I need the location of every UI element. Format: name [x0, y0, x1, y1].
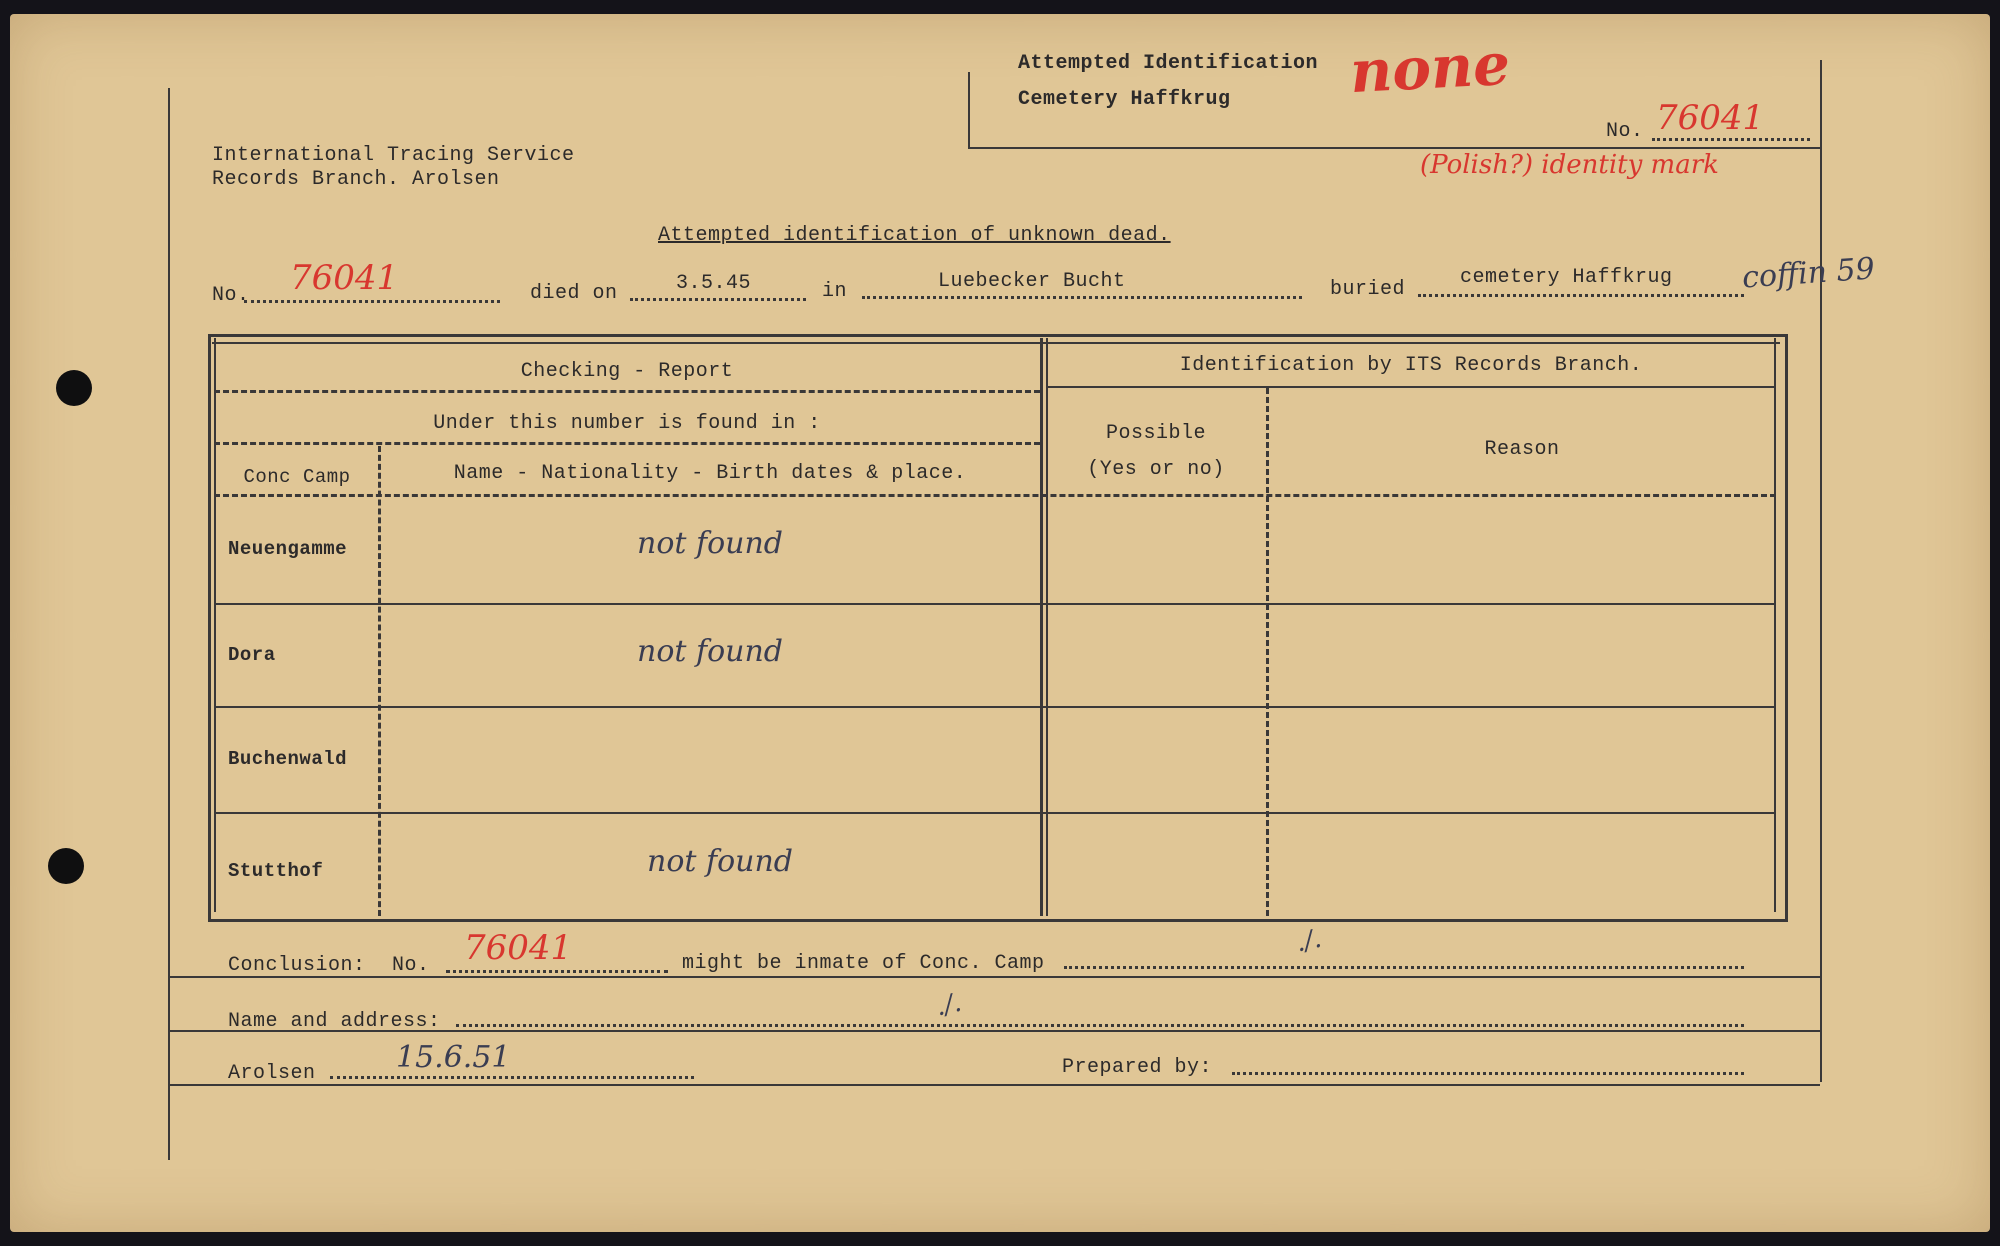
header-box-bottom-line [968, 147, 1820, 149]
table-row-line-3 [214, 603, 1776, 605]
inmate-label: might be inmate of Conc. Camp [682, 952, 1045, 975]
died-on-dots [630, 298, 806, 301]
coffin-note: coffin 59 [1740, 251, 1876, 296]
in-dots [862, 296, 1302, 299]
table-row-line-4 [214, 706, 1776, 708]
table-row-line-5 [214, 812, 1776, 814]
col-name-header: Name - Nationality - Birth dates & place. [453, 462, 967, 485]
header-title-line2: Cemetery Haffkrug [1018, 88, 1231, 111]
row-result-dora: not found [637, 634, 783, 669]
identification-header: Identification by ITS Records Branch. [1179, 354, 1643, 377]
col-reason-header: Reason [1484, 438, 1560, 461]
col-possible-header-2: (Yes or no) [1087, 458, 1225, 481]
identity-mark-note: (Polish?) identity mark [1420, 150, 1719, 180]
card-heading: Attempted identification of unknown dead. [658, 224, 1171, 247]
arolsen-date: 15.6.51 [396, 1040, 511, 1075]
arolsen-dots [330, 1076, 694, 1079]
inmate-value: ./. [1293, 923, 1325, 959]
right-margin-line [1820, 60, 1822, 1082]
col-camp-header: Conc Camp [243, 466, 351, 488]
table-row-line-2 [214, 442, 1040, 445]
record-no-dots [244, 300, 500, 303]
header-no-value: 76041 [1656, 98, 1765, 138]
name-address-value: ./. [933, 987, 965, 1023]
conclusion-label: Conclusion: [228, 954, 366, 977]
table-row-line-1 [214, 390, 1040, 393]
col-possible-header-1: Possible [1105, 422, 1206, 445]
table-header-bottom [214, 494, 1776, 497]
header-no-dots [1652, 138, 1810, 141]
header-title-line1: Attempted Identification [1018, 52, 1319, 75]
footer-line-2 [170, 1030, 1820, 1032]
table-inner-top [212, 342, 1780, 344]
buried-label: buried [1330, 278, 1406, 301]
table-divider-camp [378, 446, 381, 916]
died-on-value: 3.5.45 [676, 272, 752, 295]
table-divider-main [1040, 338, 1043, 916]
record-no-label: No. [212, 284, 250, 307]
org-line1: International Tracing Service [212, 144, 575, 167]
table-divider-reason [1266, 388, 1269, 916]
buried-dots [1418, 294, 1744, 297]
row-camp-neuengamme: Neuengamme [228, 538, 348, 560]
punch-hole-bottom [48, 848, 84, 884]
footer-line-1 [170, 976, 1820, 978]
under-number-header: Under this number is found in : [433, 412, 821, 435]
prepared-dots [1232, 1072, 1744, 1075]
in-value: Luebecker Bucht [938, 270, 1126, 293]
header-no-label: No. [1606, 120, 1644, 143]
table-inner-right [1774, 338, 1776, 912]
died-on-label: died on [530, 282, 618, 305]
org-line2: Records Branch. Arolsen [212, 168, 500, 191]
arolsen-label: Arolsen [228, 1062, 316, 1085]
table-row-line-1r [1046, 386, 1776, 388]
checking-report-header: Checking - Report [520, 360, 734, 383]
inmate-dots [1064, 966, 1744, 969]
header-annotation: none [1348, 29, 1512, 107]
name-address-label: Name and address: [228, 1010, 441, 1033]
left-margin-line [168, 88, 170, 1160]
record-no-value: 76041 [290, 258, 399, 298]
footer-line-3 [170, 1084, 1820, 1086]
in-label: in [822, 280, 848, 303]
conclusion-no-dots [446, 970, 668, 973]
row-result-neuengamme: not found [637, 526, 783, 561]
row-camp-buchenwald: Buchenwald [228, 748, 348, 770]
row-camp-stutthof: Stutthof [228, 860, 324, 882]
punch-hole-top [56, 370, 92, 406]
row-camp-dora: Dora [228, 644, 276, 666]
name-address-dots [456, 1024, 1744, 1027]
buried-value: cemetery Haffkrug [1460, 266, 1673, 289]
header-box-left-line [968, 72, 970, 148]
prepared-label: Prepared by: [1062, 1056, 1213, 1079]
conclusion-no-value: 76041 [464, 928, 573, 968]
row-result-stutthof: not found [647, 844, 793, 879]
conclusion-no-label: No. [392, 954, 430, 977]
